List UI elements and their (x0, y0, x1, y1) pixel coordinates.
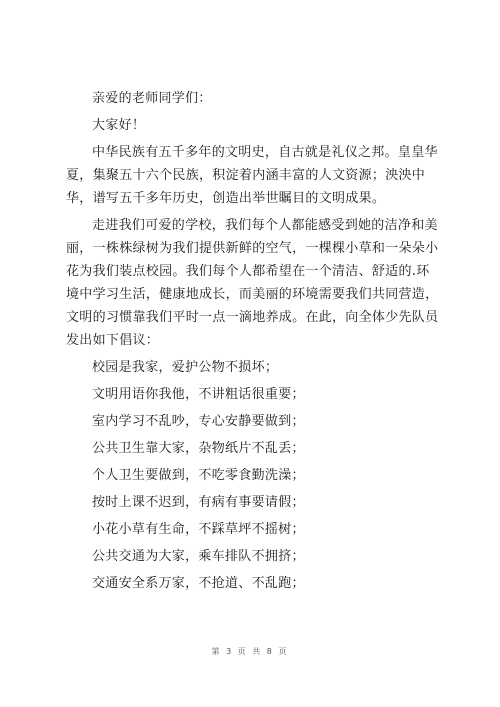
paragraph-line: 走进我们可爱的学校，我们每个人都能感受到她的洁净和美 (92, 218, 438, 233)
document-body (66, 91, 439, 603)
paragraph-line: 夏，集聚五十六个民族，积淀着内涵丰富的人文资源；泱泱中 (66, 168, 426, 183)
pledge-line: 公共卫生靠大家，杂物纸片不乱丢； (92, 441, 305, 456)
paragraph-line: 文明的习惯靠我们平时一点一滴地养成。在此，向全体少先队员 (66, 310, 439, 325)
paragraph-line: 花为我们装点校园。我们每个人都希望在一个清洁、舒适的.环 (66, 264, 430, 279)
pledge-line: 个人卫生要做到，不吃零食勤洗澡； (92, 468, 305, 483)
pledge-line: 文明用语你我他，不讲粗话很重要； (92, 387, 305, 402)
pledge-line: 小花小草有生命，不踩草坪不摇树； (92, 522, 305, 537)
greeting-line: 亲爱的老师同学们： (92, 91, 212, 106)
paragraph-school (66, 218, 439, 348)
paragraph-line: 中华民族有五千多年的文明史，自古就是礼仪之邦。皇皇华 (92, 145, 438, 160)
page-number-footer: 第 3 页 共 8 页 (211, 647, 289, 656)
paragraph-line: 境中学习生活，健康地成长，而美丽的环境需要我们共同营造， (66, 287, 439, 302)
pledge-line: 室内学习不乱吵，专心安静要做到； (92, 414, 305, 429)
paragraph-line: 华，谱写五千多年历史，创造出举世瞩目的文明成果。 (66, 191, 386, 206)
hello-line: 大家好！ (92, 118, 146, 133)
paragraph-line: 丽，一株株绿树为我们提供新鲜的空气，一棵棵小草和一朵朵小 (66, 241, 439, 256)
pledge-line: 公共交通为大家，乘车排队不拥挤； (92, 549, 305, 564)
paragraph-heritage (66, 145, 438, 206)
pledge-line: 交通安全系万家，不抢道、不乱跑； (92, 576, 305, 591)
pledge-line: 按时上课不迟到，有病有事要请假； (92, 495, 305, 510)
paragraph-line: 发出如下倡议： (66, 333, 160, 348)
pledge-line: 校园是我家，爱护公物不损坏； (92, 360, 279, 375)
